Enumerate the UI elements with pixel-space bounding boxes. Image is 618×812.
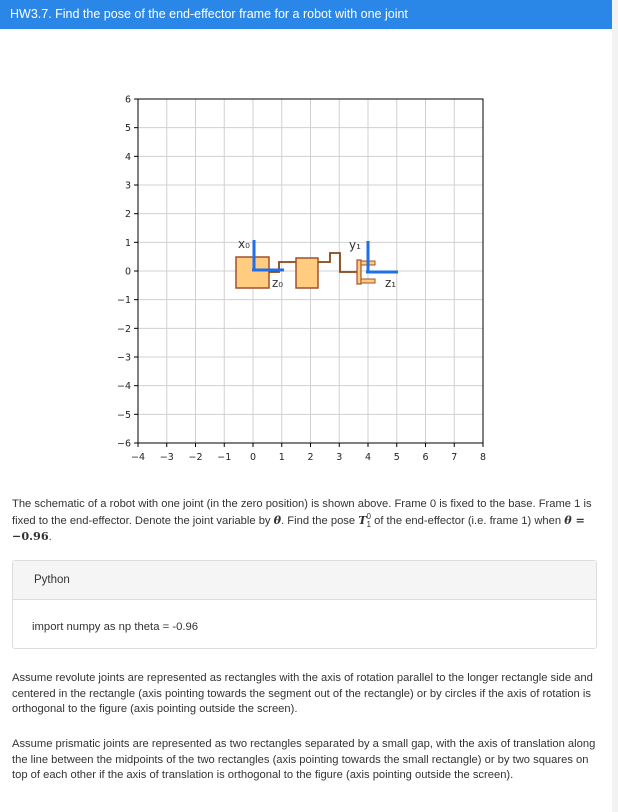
y-axis-ticks <box>117 95 138 450</box>
x-tick-label: −2 <box>188 452 203 463</box>
x-tick-label: 2 <box>307 452 314 463</box>
x-axis-ticks <box>131 443 486 463</box>
x-tick-label: −3 <box>159 452 174 463</box>
y-tick-label: 2 <box>124 209 131 221</box>
y-tick-label: −2 <box>116 323 131 335</box>
x-tick-label: 1 <box>278 452 285 463</box>
y-tick-label: −5 <box>116 409 131 421</box>
y-tick-label: −4 <box>116 381 131 393</box>
robot-drawing <box>236 237 398 290</box>
y-tick-label: 4 <box>124 151 131 163</box>
y-tick-label: −1 <box>116 295 131 307</box>
x-tick-label: 3 <box>336 452 343 463</box>
x-tick-label: 4 <box>364 452 372 463</box>
y-tick-label: 0 <box>124 266 131 278</box>
x-tick-label: 0 <box>249 452 257 463</box>
revolute-joint-rect <box>296 258 318 288</box>
y-tick-label: −3 <box>116 352 131 364</box>
x-tick-label: −4 <box>130 452 146 463</box>
code-box <box>12 560 597 649</box>
x-tick-label: −1 <box>217 452 232 463</box>
y-tick-label: 6 <box>124 94 131 106</box>
label-y1: y₁ <box>349 238 361 252</box>
y-tick-label: −6 <box>116 438 131 450</box>
label-z1: z₁ <box>385 276 397 290</box>
y-tick-label: 1 <box>124 237 131 249</box>
problem-description: The schematic of a robot with one joint (in the zero position) is shown above. Frame 0 is fixed to the base. Frame 1 is fixed to the end-effector. Denote the joint variable by θ. Find the pose T 0 1 of the end-effector (i.e. frame 1) when θ = −0.96. <box>12 498 592 543</box>
label-z0: z₀ <box>272 276 284 290</box>
code-content[interactable]: import numpy as np theta = -0.96 <box>32 621 199 633</box>
link-2 <box>318 253 358 272</box>
y-tick-label: 5 <box>124 123 131 135</box>
x-tick-label: 7 <box>451 452 458 463</box>
label-x0: x₀ <box>238 237 250 251</box>
x-tick-label: 8 <box>479 452 487 463</box>
y-tick-label: 3 <box>124 180 131 192</box>
x-tick-label: 6 <box>422 452 429 463</box>
page-title: HW3.7. Find the pose of the end-effector frame for a robot with one joint <box>0 0 612 29</box>
prismatic-note: Assume prismatic joints are represented as two rectangles separated by a small gap, with the axis of translation along the line between the midpoints of the two rectangles (axis pointing towards the small rectangle) or by two squares on top of each other if the axis of translation is orthogonal to the figure (axis pointing outside the screen). <box>12 738 596 781</box>
gripper-base <box>357 260 361 284</box>
x-tick-label: 5 <box>393 452 400 463</box>
gripper-finger-bottom <box>361 279 375 283</box>
code-language-label: Python <box>13 561 596 600</box>
revolute-note: Assume revolute joints are represented as rectangles with the axis of rotation parallel to the longer rectangle side and centered in the rectangle (axis pointing towards the segment out of the rectangle) or by circles if the axis of rotation is orthogonal to the figure (axis pointing outside the screen). <box>12 672 593 715</box>
scrollbar[interactable] <box>612 0 618 812</box>
